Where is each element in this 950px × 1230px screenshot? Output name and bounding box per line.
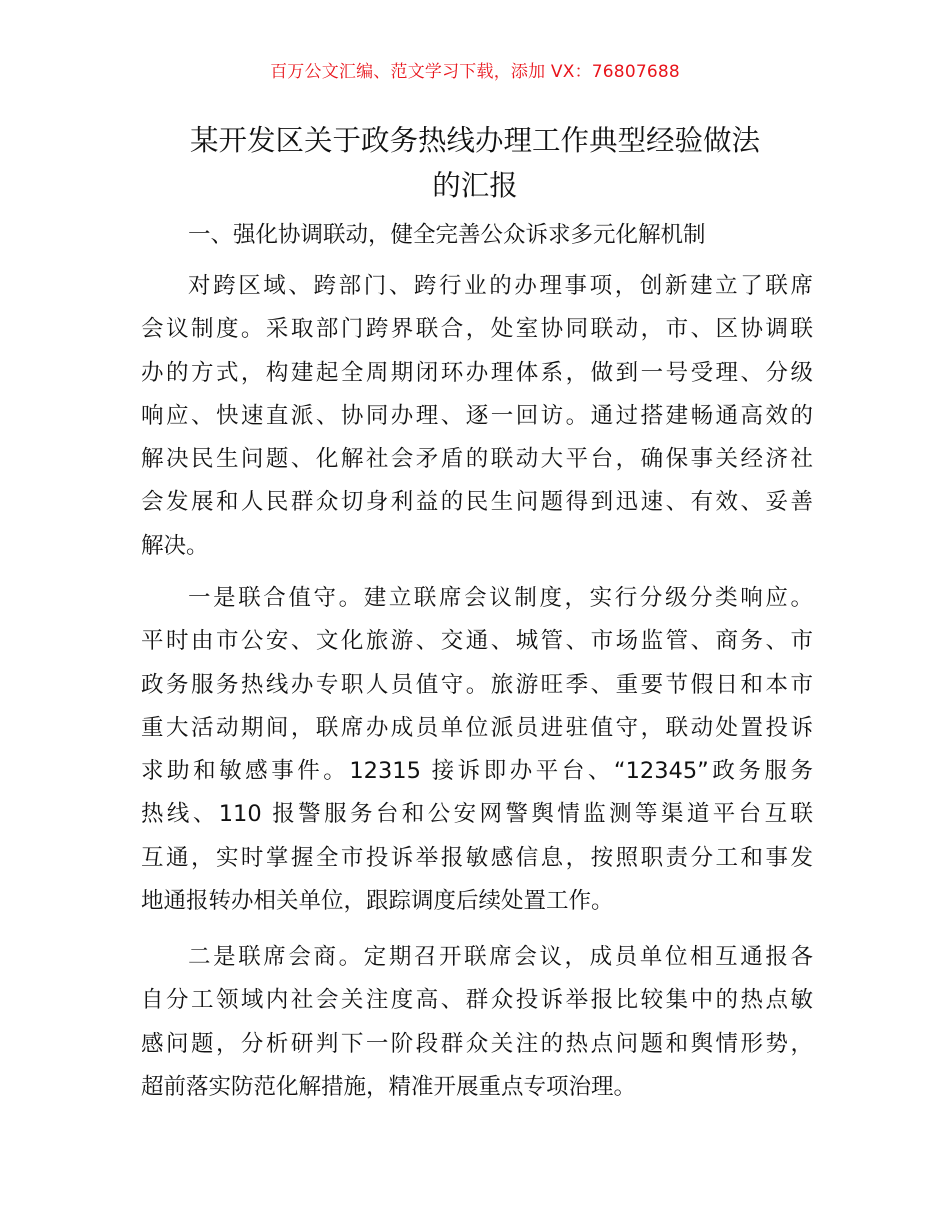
paragraph-2 (141, 577, 813, 923)
paragraph-line: 求助和敏感事件。12315 接诉即办平台、“12345”政务服务 (141, 758, 813, 785)
paragraph-line: 解决。 (141, 532, 209, 559)
paragraph-line: 解决民生问题、化解社会矛盾的联动大平台，确保事关经济社 (141, 446, 813, 473)
paragraph-line: 互通，实时掌握全市投诉举报敏感信息，按照职责分工和事发 (141, 844, 813, 871)
paragraph-line: 超前落实防范化解措施，精准开展重点专项治理。 (141, 1073, 637, 1100)
paragraph-line: 自分工领域内社会关注度高、群众投诉举报比较集中的热点敏 (141, 987, 813, 1014)
paragraph-line: 地通报转办相关单位，跟踪调度后续处置工作。 (141, 888, 614, 915)
title-line-2: 的汇报 (432, 169, 518, 202)
title-line-1: 某开发区关于政务热线办理工作典型经验做法 (189, 124, 760, 157)
paragraph-1 (141, 265, 813, 568)
document-title (140, 118, 810, 208)
paragraph-line: 热线、110 报警服务台和公安网警舆情监测等渠道平台互联 (141, 801, 813, 828)
section-heading-1: 一、强化协调联动，健全完善公众诉求多元化解机制 (188, 222, 706, 248)
paragraph-3 (141, 936, 813, 1109)
paragraph-line: 政务服务热线办专职人员值守。旅游旺季、重要节假日和本市 (141, 671, 813, 698)
paragraph-line: 会发展和人民群众切身利益的民生问题得到迅速、有效、妥善 (141, 489, 813, 516)
paragraph-line: 重大活动期间，联席办成员单位派员进驻值守，联动处置投诉 (141, 714, 813, 741)
paragraph-line: 一是联合值守。建立联席会议制度，实行分级分类响应。 (188, 585, 813, 611)
watermark-banner: 百万公文汇编、范文学习下载，添加 VX：76807688 (270, 62, 680, 82)
paragraph-line: 办的方式，构建起全周期闭环办理体系，做到一号受理、分级 (141, 359, 813, 386)
paragraph-line: 对跨区域、跨部门、跨行业的办理事项，创新建立了联席 (188, 273, 813, 299)
paragraph-line: 感问题，分析研判下一阶段群众关注的热点问题和舆情形势， (141, 1030, 813, 1057)
paragraph-line: 二是联席会商。定期召开联席会议，成员单位相互通报各 (188, 944, 813, 970)
paragraph-line: 响应、快速直派、协同办理、逐一回访。通过搭建畅通高效的 (141, 402, 813, 429)
paragraph-line: 平时由市公安、文化旅游、交通、城管、市场监管、商务、市 (141, 628, 813, 655)
paragraph-line: 会议制度。采取部门跨界联合，处室协同联动，市、区协调联 (141, 316, 813, 343)
